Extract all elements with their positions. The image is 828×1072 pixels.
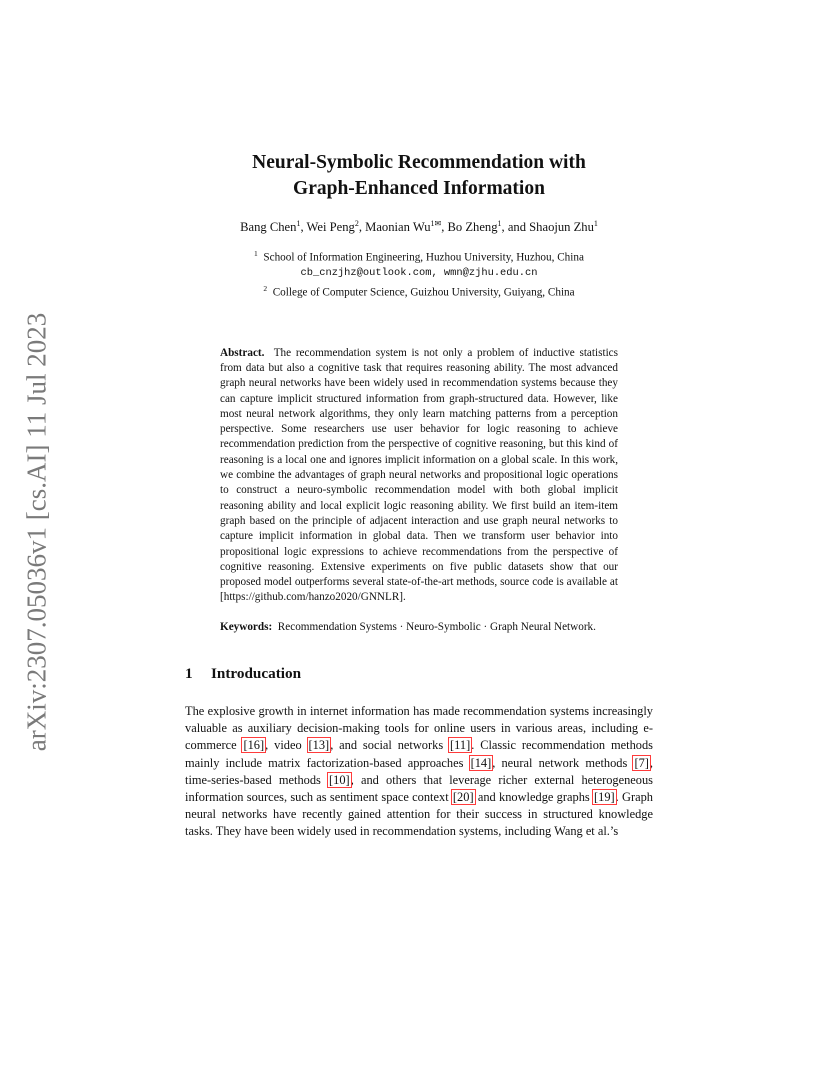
- intro-text: , neural network methods: [492, 755, 634, 770]
- affiliations: [185, 246, 653, 300]
- arxiv-sidebar: [16, 304, 56, 759]
- affiliation-mark: 1: [254, 249, 258, 259]
- intro-text: . Classic recommendation methods mainly include matrix factorization-based approaches: [185, 738, 653, 770]
- keywords-text: Recommendation Systems · Neuro-Symbolic · Graph Neural Network.: [277, 620, 596, 633]
- intro-text: and knowledge graphs: [474, 790, 593, 805]
- author-affiliation-mark: 2: [354, 219, 359, 228]
- intro-text: , video: [265, 738, 308, 753]
- introduction-paragraph: [185, 703, 653, 841]
- intro-text: The explosive growth in internet information has made recommendation systems increasingly valuable as auxiliary decision-making tools for online users in various areas, including e-commerce: [185, 704, 653, 753]
- citation-link[interactable]: [7]: [634, 755, 649, 770]
- author-name: Bang Chen: [240, 220, 297, 235]
- affiliation-text: College of Computer Science, Guizhou University, Guiyang, China: [272, 286, 575, 299]
- author-name: Maonian Wu: [365, 220, 431, 235]
- author-affiliation-mark: 1: [296, 219, 301, 228]
- citation-link[interactable]: [19]: [594, 790, 615, 805]
- affiliation-2: [185, 281, 653, 301]
- intro-text: , and social networks: [330, 738, 450, 753]
- affiliation-mark: 2: [263, 283, 268, 293]
- citation-link[interactable]: [13]: [308, 738, 330, 753]
- citation-link[interactable]: [10]: [329, 772, 350, 787]
- paper-page: [185, 150, 653, 841]
- author-affiliation-mark: 1: [593, 219, 598, 228]
- affiliation-1: [185, 246, 653, 266]
- title-line-1: Neural-Symbolic Recommendation with: [252, 152, 586, 173]
- author-separator: ,: [358, 220, 366, 235]
- author-separator: ,: [441, 220, 448, 235]
- citation-link[interactable]: [16]: [243, 738, 265, 753]
- author-emails[interactable]: cb_cnzjhz@outlook.com, wmn@zjhu.edu.cn: [300, 266, 538, 279]
- author-list: [185, 219, 653, 235]
- intro-text: , time-series-based methods: [185, 755, 654, 787]
- section-title: Introducation: [211, 665, 302, 682]
- keywords: [220, 620, 618, 635]
- author-affiliation-mark: 1✉: [430, 219, 442, 228]
- citation-link[interactable]: [14]: [470, 755, 492, 770]
- section-heading: [185, 665, 653, 683]
- intro-text: . Graph neural networks have recently gained attention for their success in structured knowledge tasks. They have been widely used in recommendation systems, including Wang et al.’s: [185, 790, 653, 839]
- author-name: Wei Peng: [306, 220, 355, 235]
- abstract-text: The recommendation system is not only a problem of inductive statistics from data but also a cognitive task that requires reasoning ability. The most advanced graph neural networks have been widely used in recommendation systems because they can capture implicit structured information from graph-structured data. However, like most neural network algorithms, they only learn matching patterns from a perception perspective. Some researchers use user behavior for logic reasoning to achieve recommendation prediction from the perspective of cognitive reasoning, but this kind of reasoning is a local one and ignores implicit information on a global scale. In this work, we combine the advantages of graph neural networks and propositional logic operations to construct a neuro-symbolic recommendation model with both global implicit reasoning ability and local explicit logic reasoning ability. We first build an item-item graph based on the principle of adjacent interaction and use graph neural networks to capture implicit information in global data. Then we transform user behavior into propositional logic expressions to achieve recommendations from the perspective of cognitive reasoning. Extensive experiments on five public datasets show that our proposed model outperforms several state-of-the-art methods, source code is available at [https://github.com/hanzo2020/GNNLR].: [220, 346, 618, 604]
- keywords-label: Keywords:: [220, 620, 273, 633]
- abstract: [220, 346, 618, 606]
- arxiv-identifier: arXiv:2307.05036v1 [cs.AI] 11 Jul 2023: [21, 312, 52, 751]
- author-separator: , and: [501, 220, 530, 235]
- title-line-2: Graph-Enhanced Information: [293, 178, 545, 199]
- citation-link[interactable]: [11]: [450, 738, 471, 753]
- author-name: Shaojun Zhu: [529, 220, 594, 235]
- abstract-label: Abstract.: [220, 346, 265, 359]
- section-number: 1: [185, 665, 193, 682]
- author-affiliation-mark: 1: [497, 219, 502, 228]
- affiliation-text: School of Information Engineering, Huzhou University, Huzhou, China: [263, 251, 584, 264]
- author-separator: ,: [300, 220, 307, 235]
- intro-text: , and others that leverage richer external heterogeneous information sources, such as sentiment space context: [185, 772, 654, 805]
- paper-title: [185, 150, 653, 202]
- author-name: Bo Zheng: [447, 220, 498, 235]
- citation-link[interactable]: [20]: [452, 790, 474, 805]
